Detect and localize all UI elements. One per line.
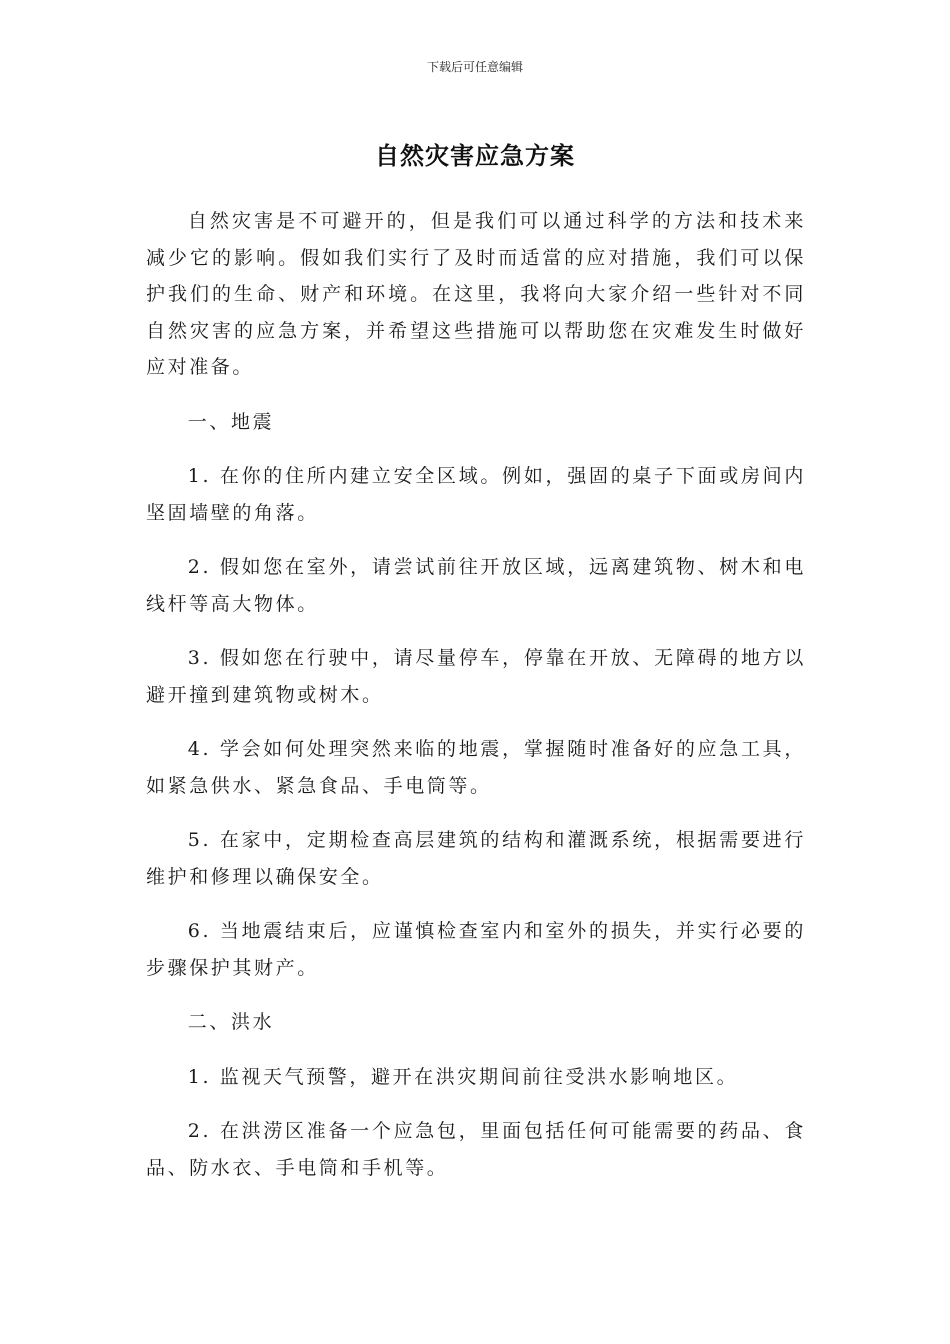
earthquake-item-4: 4. 学会如何处理突然来临的地震，掌握随时准备好的应急工具，如紧急供水、紧急食品、手电筒等。: [146, 738, 806, 797]
section-heading-flood: 二、洪水: [187, 1011, 275, 1033]
intro-paragraph: 自然灾害是不可避开的，但是我们可以通过科学的方法和技术来减少它的影响。假如我们实行了及时而适當的应对措施，我们可以保护我们的生命、财产和环境。在这里，我将向大家介绍一些针对不同自然灾害的应急方案，并希望这些措施可以帮助您在灾难发生时做好应对准备。: [146, 210, 806, 378]
earthquake-item-2: 2. 假如您在室外，请尝试前往开放区域，远离建筑物、树木和电线杆等高大物体。: [146, 556, 806, 615]
earthquake-item-6: 6. 当地震结束后，应谨慎检查室内和室外的损失，并实行必要的步骤保护其财产。: [146, 920, 806, 979]
earthquake-item-5: 5. 在家中，定期检查高层建筑的结构和灌溉系统，根据需要进行维护和修理以确保安全。: [146, 829, 806, 888]
earthquake-item-1: 1. 在你的住所内建立安全区域。例如，强固的桌子下面或房间内坚固墙壁的角落。: [146, 465, 806, 524]
earthquake-item-3: 3. 假如您在行驶中，请尽量停车，停靠在开放、无障碍的地方以避开撞到建筑物或树木。: [146, 647, 806, 706]
flood-item-1: 1. 监视天气预警，避开在洪灾期间前往受洪水影响地区。: [187, 1065, 739, 1088]
section-heading-earthquake: 一、地震: [187, 410, 275, 433]
document-title: 自然灾害应急方案: [375, 142, 575, 170]
flood-item-2: 2. 在洪涝区准备一个应急包，里面包括任何可能需要的药品、食品、防水衣、手电筒和手机等。: [146, 1120, 806, 1179]
document-body: [146, 203, 806, 1186]
header-note: 下载后可任意编辑: [426, 60, 523, 74]
